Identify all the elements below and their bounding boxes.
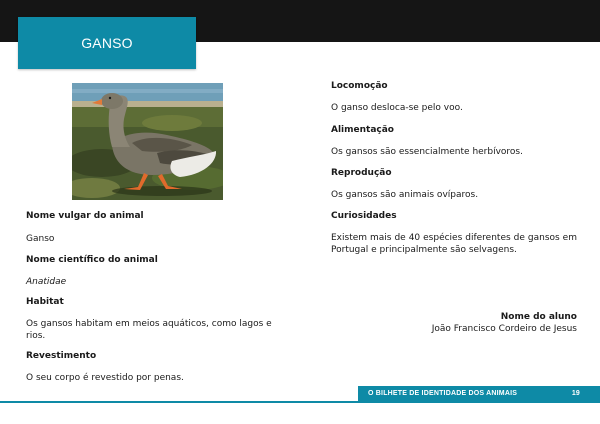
reproduction-text: Os gansos são animais ovíparos. [331, 190, 479, 200]
footer-label: O BILHETE DE IDENTIDADE DOS ANIMAIS [368, 390, 518, 397]
food-heading: Alimentação [331, 125, 394, 135]
reproduction-heading: Reprodução [331, 168, 392, 178]
goose-photo [72, 83, 223, 200]
page-title: GANSO [18, 17, 196, 69]
locomotion-heading: Locomoção [331, 81, 388, 91]
covering-text: O seu corpo é revestido por penas. [26, 373, 184, 383]
covering-heading: Revestimento [26, 351, 97, 361]
scientific-name: Anatidae [26, 277, 67, 287]
student-name: João Francisco Cordeiro de Jesus [431, 324, 577, 334]
page-number: 19 [571, 390, 580, 397]
locomotion-text: O ganso desloca-se pelo voo. [331, 103, 463, 113]
student-block [432, 311, 577, 335]
habitat-heading: Habitat [26, 297, 64, 307]
common-name: Ganso [26, 234, 55, 244]
scientific-name-heading: Nome científico do animal [26, 255, 158, 265]
habitat-text: Os gansos habitam em meios aquáticos, como lagos e rios. [26, 319, 272, 341]
common-name-heading: Nome vulgar do animal [26, 211, 144, 221]
student-label: Nome do aluno [500, 312, 577, 322]
footer-bar [358, 386, 600, 403]
right-column [331, 80, 577, 256]
left-column [26, 210, 288, 384]
curiosities-heading: Curiosidades [331, 211, 397, 221]
curiosities-text: Existem mais de 40 espécies diferentes de gansos em Portugal e principalmente são selvagens. [331, 233, 577, 255]
food-text: Os gansos são essencialmente herbívoros. [331, 147, 523, 157]
